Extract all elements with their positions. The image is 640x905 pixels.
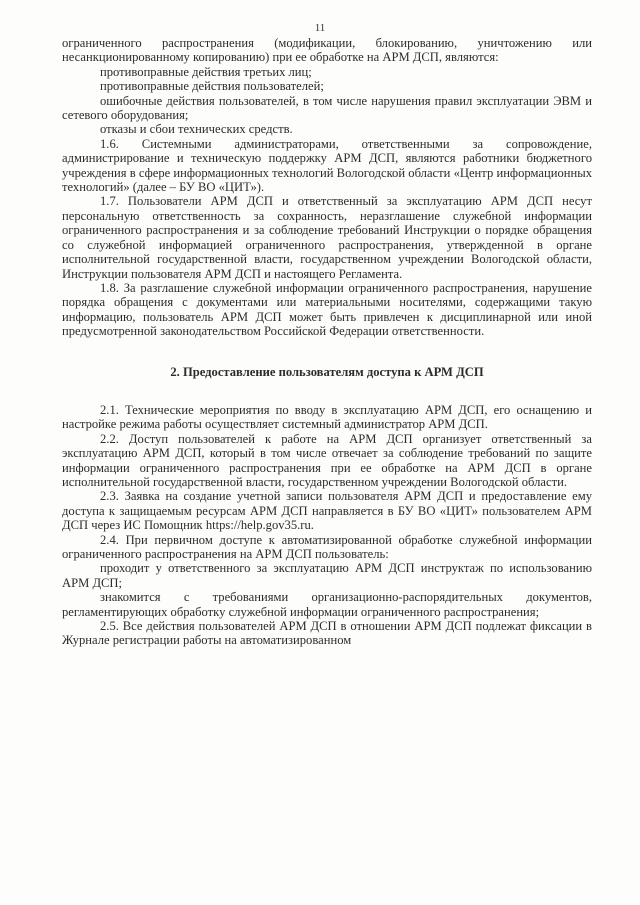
paragraph: 2.3. Заявка на создание учетной записи пользователя АРМ ДСП и предоставление ему доступа к защищаемым ресурсам АРМ ДСП направляется в БУ ВО «ЦИТ» пользователем АРМ ДСП через ИС Помощник https://help.gov35.ru. — [62, 489, 592, 533]
paragraph: отказы и сбои технических средств. — [100, 122, 293, 137]
paragraph: 2.2. Доступ пользователей к работе на АРМ ДСП организует ответственный за эксплуатацию АРМ ДСП, который в том числе отвечает за соблюдение требований по защите информации ограниченного распространения при ее обработке на АРМ ДСП в органе исполнительной государственной власти, государственном учреждении Вологодской области. — [62, 431, 592, 489]
section-2-text — [62, 403, 592, 648]
paragraph: 2.4. При первичном доступе к автоматизированной обработке служебной информации ограниченного распространения на АРМ ДСП пользователь: — [62, 532, 592, 561]
paragraph: ограниченного распространения (модификации, блокированию, уничтожению или несанкционированному копированию) при ее обработке на АРМ ДСП, являются: — [62, 36, 592, 65]
document-body — [62, 36, 592, 648]
paragraph: 1.6. Системными администраторами, ответственными за сопровождение, администрирование и техническую поддержку АРМ ДСП, являются работники бюджетного учреждения в сфере информационных технологий Вологодской области «Центр информационных технологий» (далее – БУ ВО «ЦИТ»). — [62, 136, 592, 195]
section-1-text — [62, 36, 592, 339]
paragraph: 1.8. За разглашение служебной информации ограниченного распространения, нарушение порядка обращения с документами или материальными носителями, содержащими такую информацию, пользователь АРМ ДСП может быть привлечен к дисциплинарной или иной предусмотренной законодательством Российской Федерации ответственности. — [62, 280, 592, 339]
paragraph: проходит у ответственного за эксплуатацию АРМ ДСП инструктаж по использованию АРМ ДСП; — [62, 561, 592, 590]
paragraph: 2.5. Все действия пользователей АРМ ДСП в отношении АРМ ДСП подлежат фиксации в Журнале регистрации работы на автоматизированном — [62, 619, 592, 648]
section-heading: 2. Предоставление пользователям доступа к АРМ ДСП — [170, 364, 484, 379]
paragraph: 1.7. Пользователи АРМ ДСП и ответственный за эксплуатацию АРМ ДСП несут персональную ответственность за сохранность, неразглашение служебной информации ограниченного распространения и за соблюдение требований Инструкции о порядке обращения со служебной информацией ограниченного распространения, утвержденной в органе исполнительной государственной власти, государственном учреждении Вологодской области, Инструкции пользователя АРМ ДСП и настоящего Регламента. — [62, 194, 592, 281]
paragraph: противоправные действия третьих лиц; — [100, 64, 312, 79]
paragraph: противоправные действия пользователей; — [100, 79, 324, 94]
paragraph: ошибочные действия пользователей, в том числе нарушения правил эксплуатации ЭВМ и сетевого оборудования; — [62, 93, 592, 123]
paragraph: знакомится с требованиями организационно-распорядительных документов, регламентирующих обработку служебной информации ограниченного распространения; — [62, 590, 592, 619]
page-number: 11 — [314, 22, 326, 34]
paragraph: 2.1. Технические мероприятия по вводу в эксплуатацию АРМ ДСП, его оснащению и настройке режима работы осуществляет системный администратор АРМ ДСП. — [62, 402, 592, 432]
